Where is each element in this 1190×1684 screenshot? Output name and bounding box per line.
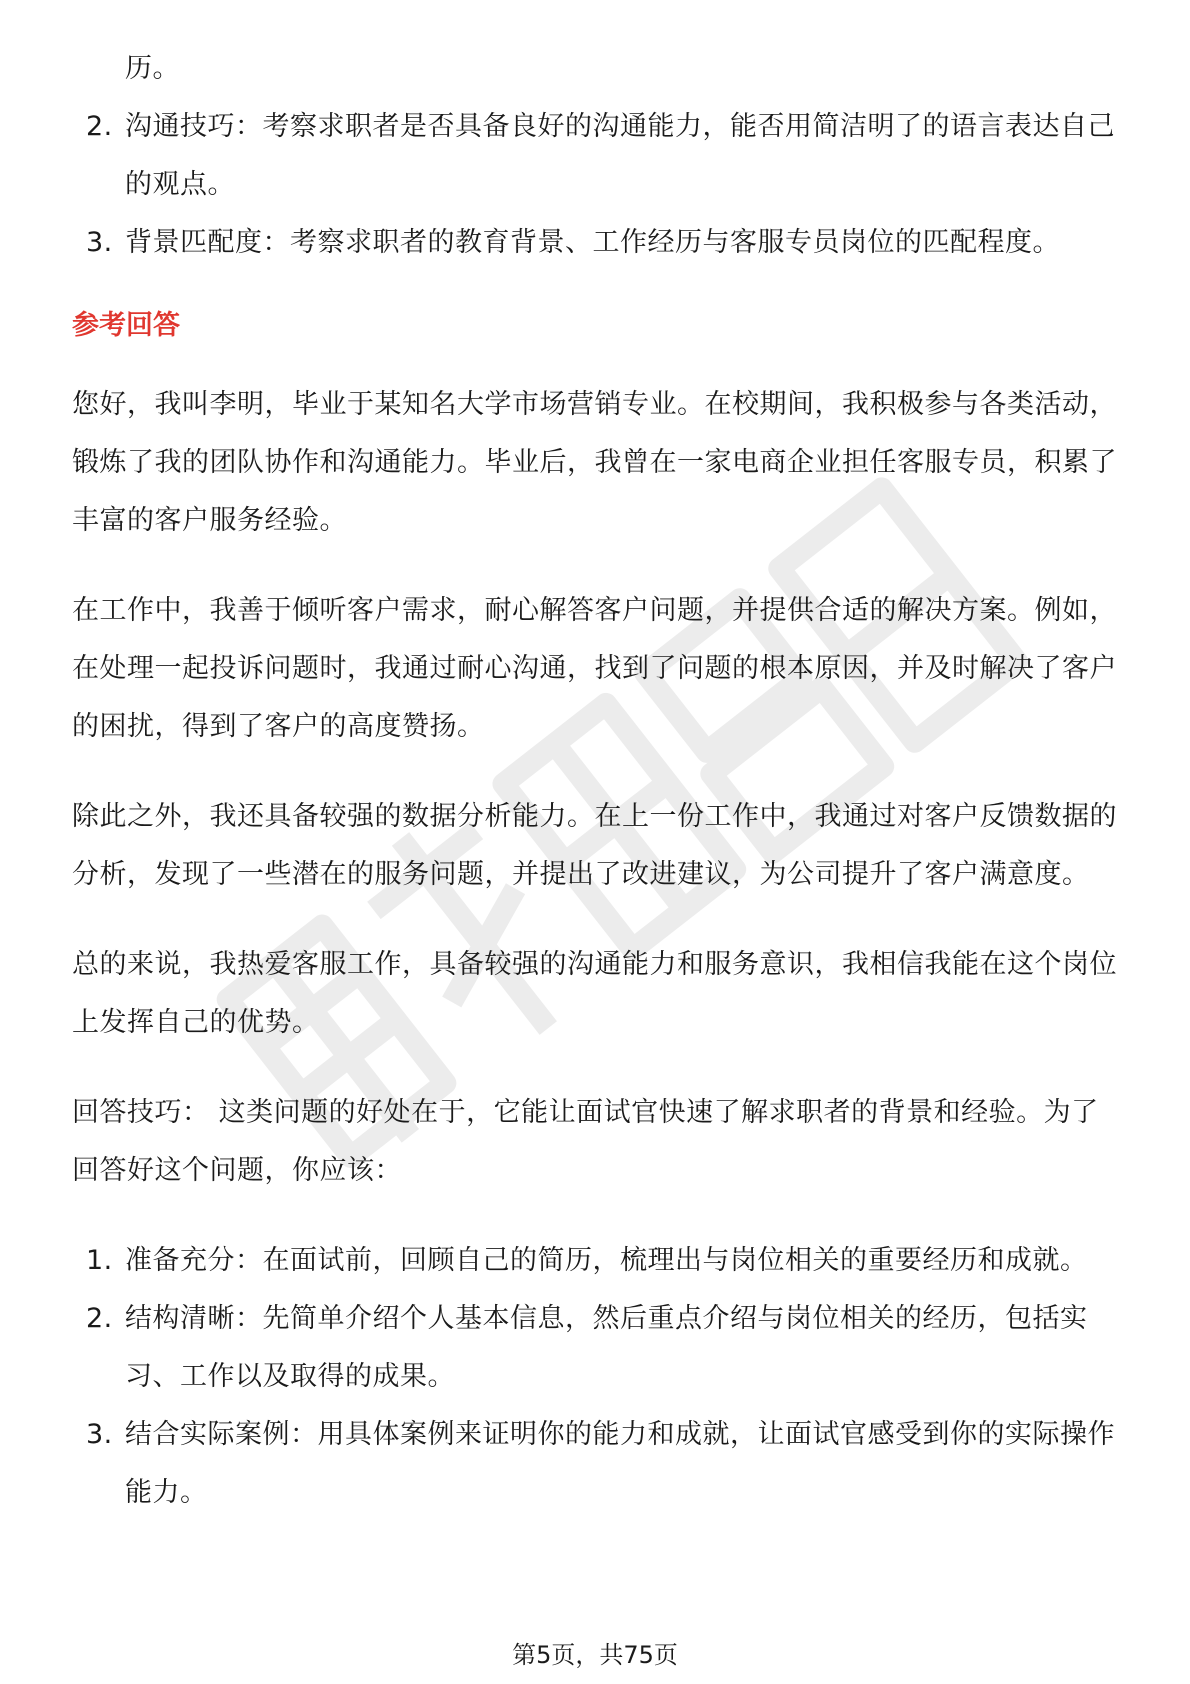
list-item-text: 结构清晰：先简单介绍个人基本信息，然后重点介绍与岗位相关的经历，包括实习、工作以及取得的成果。 xyxy=(125,1303,1088,1392)
list-item-text: 准备充分：在面试前，回顾自己的简历，梳理出与岗位相关的重要经历和成就。 xyxy=(125,1245,1088,1276)
answer-paragraph: 除此之外，我还具备较强的数据分析能力。在上一份工作中，我通过对客户反馈数据的分析，发现了一些潜在的服务问题，并提出了改进建议，为公司提升了客户满意度。 xyxy=(72,801,1117,890)
answer-paragraph: 总的来说，我热爱客服工作，具备较强的沟通能力和服务意识，我相信我能在这个岗位上发挥自己的优势。 xyxy=(72,949,1117,1038)
list-item xyxy=(72,1406,1122,1522)
list-item-text: 背景匹配度：考察求职者的教育背景、工作经历与客服专员岗位的匹配程度。 xyxy=(125,227,1060,258)
list-item-text: 沟通技巧：考察求职者是否具备良好的沟通能力，能否用简洁明了的语言表达自己的观点。 xyxy=(125,111,1115,200)
list-number: 1. xyxy=(86,1245,113,1276)
list-number: 3. xyxy=(86,227,113,258)
list-item xyxy=(72,1232,1122,1290)
list-number: 2. xyxy=(86,1303,113,1334)
page-number-footer: 第5页，共75页 xyxy=(512,1641,678,1669)
answer-paragraph: 您好，我叫李明，毕业于某知名大学市场营销专业。在校期间，我积极参与各类活动，锻炼了我的团队协作和沟通能力。毕业后，我曾在一家电商企业担任客服专员，积累了丰富的客户服务经验。 xyxy=(72,389,1117,536)
list-item xyxy=(72,214,1122,272)
list-item xyxy=(72,1290,1122,1406)
tips-intro: 回答技巧： 这类问题的好处在于，它能让面试官快速了解求职者的背景和经验。为了回答好这个问题，你应该： xyxy=(72,1097,1099,1186)
document-page xyxy=(72,40,1122,1522)
list-continuation: 历。 xyxy=(125,53,180,84)
evaluation-list xyxy=(72,98,1122,272)
list-number: 2. xyxy=(86,111,113,142)
reference-answer-heading: 参考回答 xyxy=(72,310,180,341)
tips-list xyxy=(72,1232,1122,1522)
answer-paragraph: 在工作中，我善于倾听客户需求，耐心解答客户问题，并提供合适的解决方案。例如，在处理一起投诉问题时，我通过耐心沟通，找到了问题的根本原因，并及时解决了客户的困扰，得到了客户的高度赞扬。 xyxy=(72,595,1117,742)
list-item-text: 结合实际案例：用具体案例来证明你的能力和成就，让面试官感受到你的实际操作能力。 xyxy=(125,1419,1115,1508)
list-item xyxy=(72,98,1122,214)
list-number: 3. xyxy=(86,1419,113,1450)
